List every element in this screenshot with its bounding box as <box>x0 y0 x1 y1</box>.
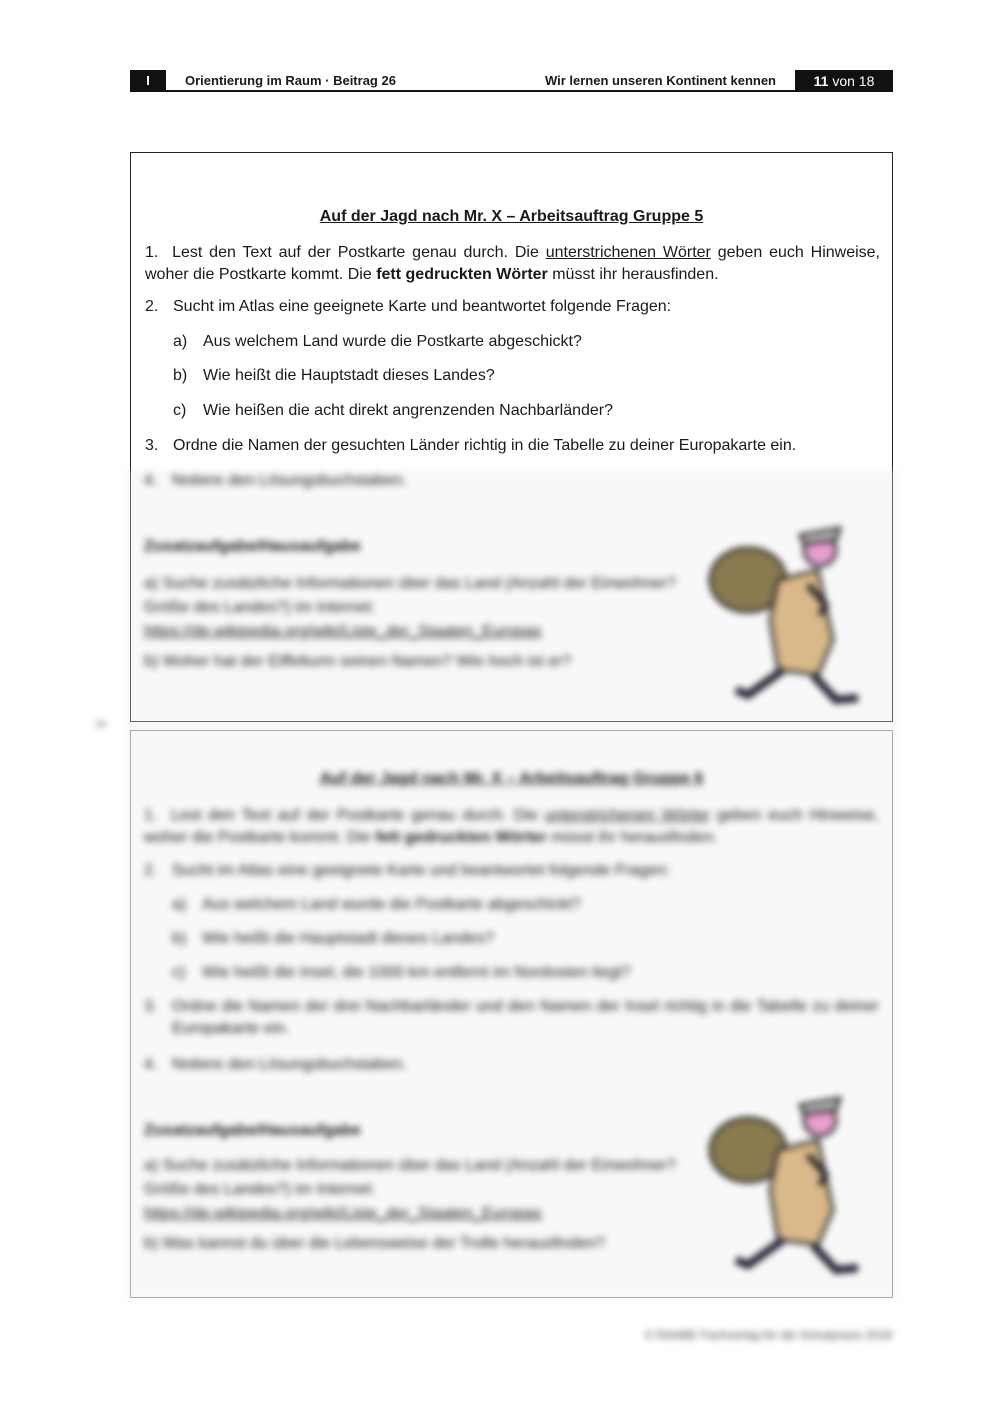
task-1-text-c: müsst ihr herausfinden. <box>547 266 719 283</box>
document-title: Wir lernen unseren Kontinent kennen <box>544 73 776 88</box>
scissor-cut-icon: ✂ <box>96 716 108 732</box>
section-number: I <box>130 70 166 92</box>
card-2-question-a-label: a) <box>172 896 187 913</box>
question-a-label: a) <box>173 333 188 350</box>
card-2-question-a-text: Aus welchem Land wurde die Postkarte abgeschickt? <box>202 896 581 913</box>
page-total: 18 <box>858 73 875 89</box>
task-2-number: 2. <box>145 298 159 315</box>
bonus-b: b) Woher hat der Eiffelturm seinen Namen? Wie hoch ist er? <box>144 653 572 670</box>
card-2-bonus-a-link[interactable]: https://de.wikipedia.org/wiki/Liste_der_Staaten_Europas <box>144 1205 542 1222</box>
question-b-text: Wie heißt die Hauptstadt dieses Landes? <box>203 367 495 384</box>
copyright-footer: © RAABE Fachverlag für die Schulpraxis 2018 <box>644 1328 892 1342</box>
card-2-task-3-number: 3. <box>144 998 158 1015</box>
bonus-a-text: a) Suche zusätzliche Informationen über das Land (Anzahl der Einwohner? Größe des Landes?) im Internet: <box>144 575 676 616</box>
task-2-text: Sucht im Atlas eine geeignete Karte und beantwortet folgende Fragen: <box>173 298 672 315</box>
bonus-title: Zusatzaufgabe/Hausaufgabe <box>144 538 361 555</box>
page-separator: von <box>832 73 855 89</box>
card-2-bonus-a-text: a) Suche zusätzliche Informationen über das Land (Anzahl der Einwohner? Größe des Landes?) im Internet: <box>144 1157 676 1198</box>
task-3-text: Ordne die Namen der gesuchten Länder richtig in die Tabelle zu deiner Europakarte ein. <box>173 437 797 454</box>
task-card-group-6-frame <box>130 730 893 1298</box>
series-title: Orientierung im Raum · Beitrag 26 <box>185 73 396 88</box>
question-b <box>173 365 495 387</box>
task-1-bold: fett gedruckten Wörter <box>376 266 548 283</box>
header-rule <box>130 90 893 92</box>
question-c-label: c) <box>173 402 187 419</box>
card-2-task-2-text: Sucht im Atlas eine geeignete Karte und beantwortet folgende Fragen: <box>172 862 671 879</box>
page-header <box>130 70 893 92</box>
bonus-a-link[interactable]: https://de.wikipedia.org/wiki/Liste_der_Staaten_Europas <box>144 623 542 640</box>
card-2-task-3-text: Ordne die Namen der drei Nachbarländer und den Namen der Insel richtig in die Tabelle zu deiner Europakarte ein. <box>172 998 879 1037</box>
task-1-underlined: unterstrichenen Wörter <box>545 244 711 261</box>
task-1-text-a: 1. Lest den Text auf der Postkarte genau durch. Die <box>145 244 546 261</box>
task-2 <box>145 296 671 318</box>
page-current: 11 <box>813 73 829 89</box>
card-2-task-1-text-b: geben euch Hinweise, woher die Postkarte kommt. Die <box>144 807 880 846</box>
question-b-label: b) <box>173 367 188 384</box>
card-2-task-1-underlined: unterstrichenen Wörter <box>544 807 710 824</box>
task-1 <box>145 242 880 286</box>
task-1-text-b: geben euch Hinweise, woher die Postkarte kommt. Die <box>145 244 881 283</box>
card-2-title: Auf der Jagd nach Mr. X – Arbeitsauftrag Gruppe 6 <box>319 770 704 787</box>
card-2-question-b-text: Wie heißt die Hauptstadt dieses Landes? <box>202 930 494 947</box>
question-a <box>173 331 582 353</box>
page-indicator <box>795 70 893 92</box>
card-2-task-4-number: 4. <box>144 1056 158 1073</box>
card-2-task-1-bold: fett gedruckten Wörter <box>375 829 547 846</box>
task-4-number: 4. <box>144 472 158 489</box>
task-card-group-5 <box>130 152 893 722</box>
card-2-question-c-label: c) <box>172 964 186 981</box>
question-a-text: Aus welchem Land wurde die Postkarte abgeschickt? <box>203 333 582 350</box>
card-2-task-2-number: 2. <box>144 862 158 879</box>
card-2-task-1-text-a: 1. Lest den Text auf der Postkarte genau durch. Die <box>144 807 545 824</box>
task-3-number: 3. <box>145 437 159 454</box>
card-2-bonus-b: b) Was kannst du über die Lebensweise der Trolle herausfinden? <box>144 1235 606 1252</box>
task-3 <box>145 435 796 457</box>
question-c-text: Wie heißen die acht direkt angrenzenden Nachbarländer? <box>203 402 614 419</box>
task-4-text: Notiere den Lösungsbuchstaben. <box>172 472 407 489</box>
card-2-task-4-text: Notiere den Lösungsbuchstaben. <box>172 1056 407 1073</box>
card-2-task-1-text-c: müsst ihr herausfinden. <box>546 829 718 846</box>
question-c <box>173 400 613 422</box>
card-2-bonus-title: Zusatzaufgabe/Hausaufgabe <box>144 1122 361 1139</box>
card-2-question-b-label: b) <box>172 930 187 947</box>
card-2-question-c-text: Wie heißt die Insel, die 1000 km entfernt im Nordosten liegt? <box>202 964 631 981</box>
card-title: Auf der Jagd nach Mr. X – Arbeitsauftrag Gruppe 5 <box>319 208 704 225</box>
